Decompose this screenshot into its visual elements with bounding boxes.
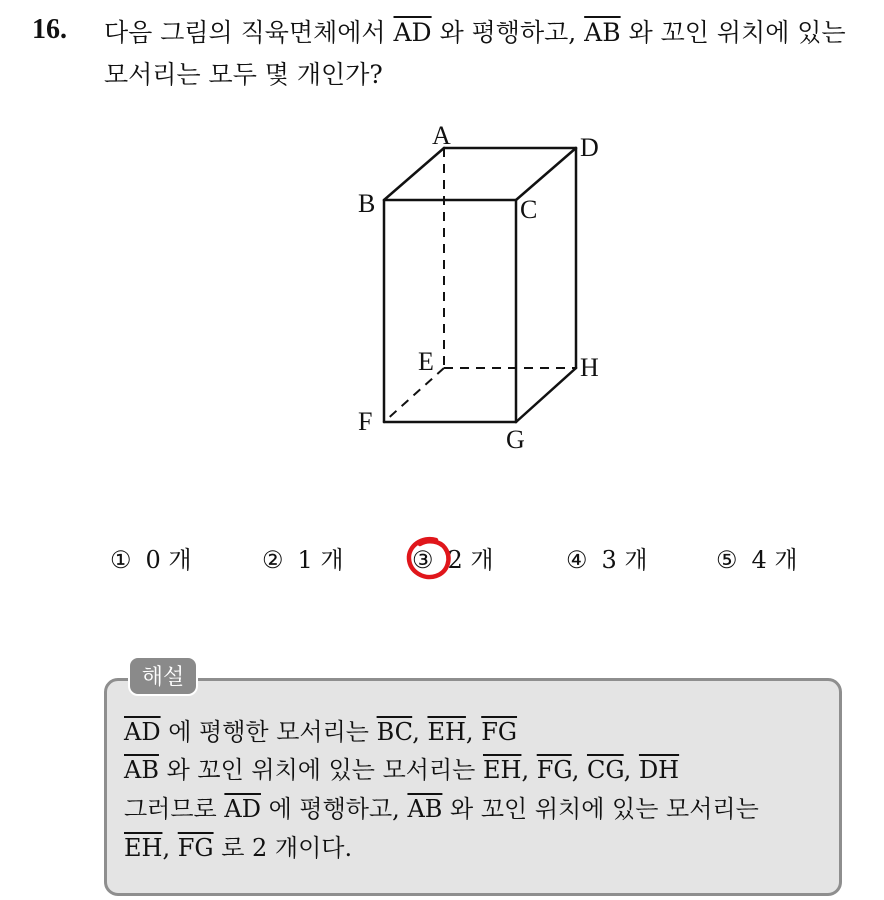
edge-dc — [516, 148, 576, 200]
segment: $\overline{CG}$ — [586, 756, 624, 784]
solution-text: 로 2 개이다. — [221, 834, 353, 862]
choice-label: 0 개 — [145, 546, 192, 574]
solution-line-2 — [124, 758, 679, 782]
solution-text: 와 꼬인 위치에 있는 모서리는 — [450, 795, 759, 823]
vertex-label-e: E — [418, 347, 434, 376]
solution-line-1 — [124, 720, 517, 744]
choice-mark: ⑤ — [716, 546, 738, 574]
vertex-label-d: D — [580, 133, 599, 162]
segment: $\overline{FG}$ — [536, 756, 572, 784]
choice-2[interactable] — [262, 540, 344, 575]
solution-tag: 해설 — [128, 656, 198, 696]
choice-mark: ④ — [566, 546, 588, 574]
comma: , — [571, 756, 580, 784]
segment: $\overline{DH}$ — [638, 756, 680, 784]
question-text: 다음 그림의 직육면체에서 — [104, 18, 386, 47]
vertex-label-f: F — [358, 407, 373, 436]
comma: , — [521, 756, 530, 784]
solution-text: 와 꼬인 위치에 있는 모서리는 — [166, 756, 476, 784]
segment: $\overline{AB}$ — [407, 795, 443, 823]
choice-4[interactable] — [566, 540, 648, 575]
comma: , — [623, 756, 632, 784]
edge-ef-hidden — [384, 368, 444, 422]
vertex-label-a: A — [432, 121, 451, 150]
question-text-line-2: 모서리는 모두 몇 개인가? — [104, 60, 383, 89]
solution-text: 에 평행한 모서리는 — [168, 718, 369, 746]
choice-label: 4 개 — [751, 546, 798, 574]
segment-ab: $\overline{AB}$ — [584, 18, 621, 47]
choice-label: 2 개 — [447, 546, 494, 574]
choice-mark: ② — [262, 546, 284, 574]
segment: $\overline{EH}$ — [482, 756, 522, 784]
edge-gh — [516, 368, 576, 422]
cuboid-figure — [340, 110, 620, 460]
question-text-line-1 — [104, 20, 846, 45]
segment: $\overline{AB}$ — [124, 756, 159, 784]
question-text: 와 꼬인 위치에 있는 — [628, 18, 846, 47]
solution-line-3 — [124, 797, 759, 821]
segment: $\overline{AD}$ — [124, 718, 161, 746]
solution-line-4 — [124, 836, 352, 860]
edge-ab — [384, 148, 444, 200]
segment: $\overline{EH}$ — [427, 718, 466, 746]
segment-ad: $\overline{AD}$ — [393, 18, 432, 47]
choice-mark: ① — [110, 546, 132, 574]
choice-label: 1 개 — [297, 546, 344, 574]
vertex-label-g: G — [506, 425, 525, 454]
comma: , — [412, 718, 420, 746]
segment: $\overline{EH}$ — [124, 834, 163, 862]
segment: $\overline{FG}$ — [177, 834, 214, 862]
choice-5[interactable] — [716, 540, 798, 575]
segment: $\overline{FG}$ — [481, 718, 518, 746]
choice-label: 3 개 — [601, 546, 648, 574]
segment: $\overline{AD}$ — [224, 795, 261, 823]
solution-text: 에 평행하고, — [268, 795, 400, 823]
vertex-label-b: B — [358, 189, 376, 218]
question-number: 16. — [32, 14, 67, 45]
answer-circle-mark — [400, 528, 460, 588]
segment: $\overline{BC}$ — [376, 718, 413, 746]
vertex-label-c: C — [520, 195, 538, 224]
comma: , — [465, 718, 474, 746]
solution-box — [104, 678, 842, 896]
choice-mark: ③ — [412, 546, 434, 574]
comma: , — [162, 834, 171, 862]
vertex-label-h: H — [580, 353, 599, 382]
solution-text: 그러므로 — [124, 795, 217, 823]
question-text: 와 평행하고, — [439, 18, 577, 47]
choice-1[interactable] — [110, 540, 192, 575]
